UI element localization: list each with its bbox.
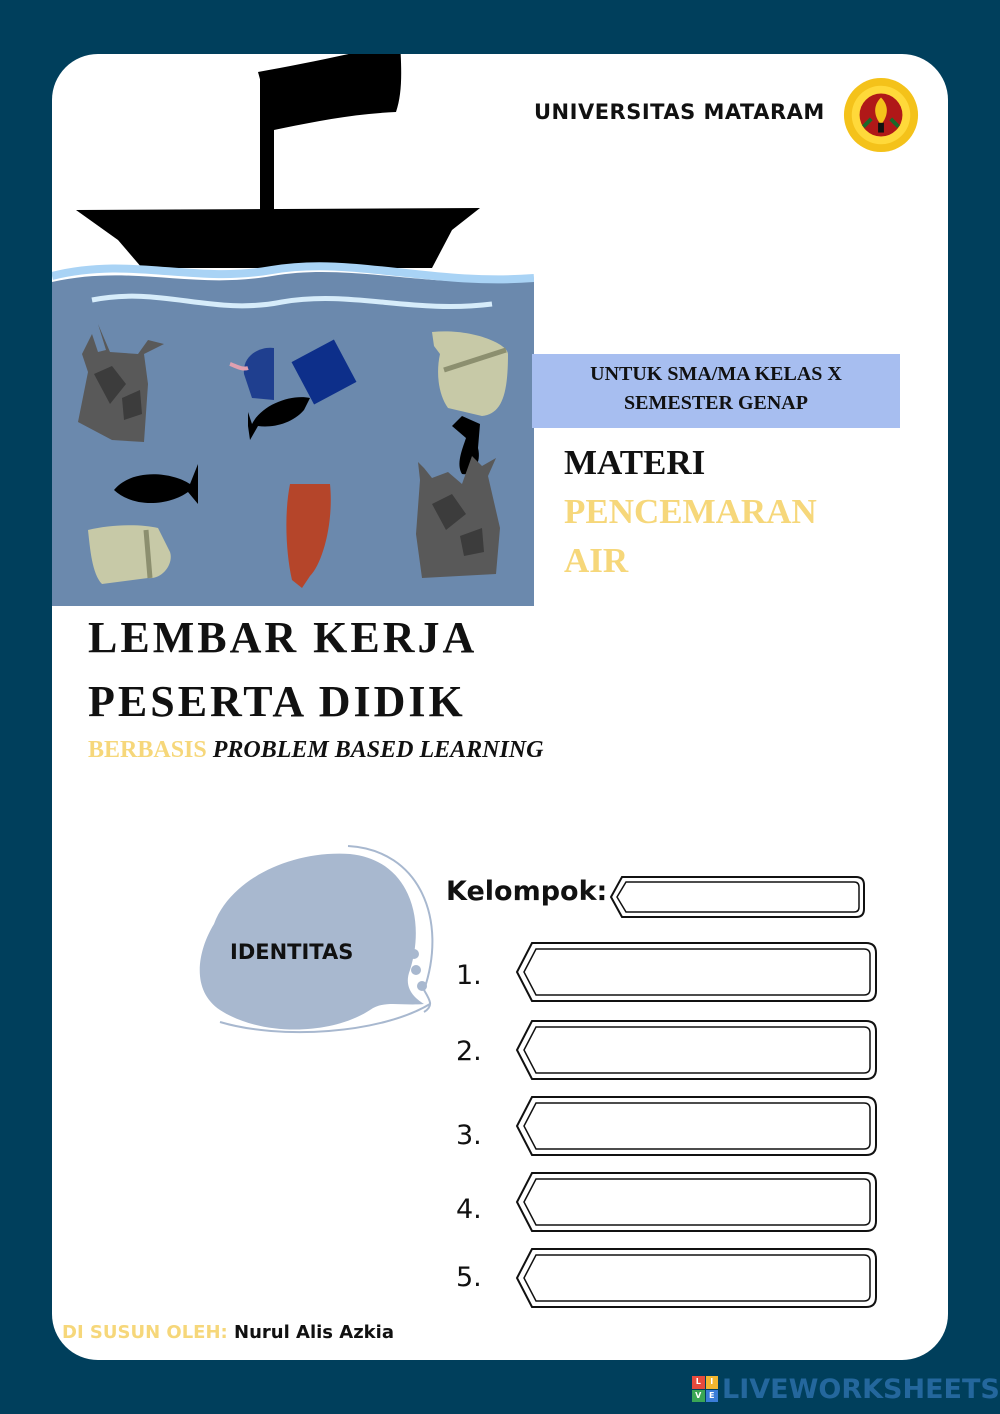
logo-letter: L bbox=[692, 1376, 705, 1389]
worksheet-cover bbox=[52, 54, 948, 1360]
title-line: PESERTA DIDIK bbox=[88, 677, 466, 726]
boat-flag bbox=[258, 54, 401, 130]
identitas-label: IDENTITAS bbox=[230, 940, 354, 964]
boat-hull bbox=[76, 208, 480, 268]
topic-line: AIR bbox=[564, 541, 629, 580]
member-number: 2. bbox=[456, 1036, 482, 1067]
logo-letter: I bbox=[706, 1376, 719, 1389]
plastic-bottle-icon bbox=[88, 525, 171, 584]
materi-label: MATERI bbox=[564, 443, 706, 482]
member-number: 4. bbox=[456, 1194, 482, 1225]
member-number: 3. bbox=[456, 1120, 482, 1151]
member-name-field-4[interactable] bbox=[514, 1170, 880, 1234]
member-name-field-2[interactable] bbox=[514, 1018, 880, 1082]
subtitle-italic: PROBLEM BASED LEARNING bbox=[212, 737, 544, 763]
topic-title bbox=[564, 487, 864, 585]
member-number: 5. bbox=[456, 1262, 482, 1293]
title-line: LEMBAR KERJA bbox=[88, 613, 478, 662]
logo-letter: E bbox=[706, 1390, 719, 1403]
member-name-field-5[interactable] bbox=[514, 1246, 880, 1310]
page-title bbox=[88, 606, 608, 734]
member-number: 1. bbox=[456, 960, 482, 991]
university-name: UNIVERSITAS MATARAM bbox=[534, 100, 825, 124]
class-info-box bbox=[532, 354, 900, 428]
class-line: UNTUK SMA/MA KELAS X bbox=[590, 363, 842, 385]
group-name-field[interactable] bbox=[608, 874, 868, 920]
author-credit bbox=[62, 1322, 394, 1343]
liveworksheets-logo-icon bbox=[692, 1376, 718, 1402]
semester-line: SEMESTER GENAP bbox=[624, 392, 808, 414]
subtitle bbox=[88, 737, 543, 764]
member-name-field-3[interactable] bbox=[514, 1094, 880, 1158]
logo-letter: V bbox=[692, 1390, 705, 1403]
member-name-field-1[interactable] bbox=[514, 940, 880, 1004]
polluted-water-illustration bbox=[52, 54, 534, 606]
watermark-text: LIVEWORKSHEETS bbox=[722, 1373, 1000, 1405]
author-name: Nurul Alis Azkia bbox=[234, 1322, 394, 1343]
subtitle-highlight: BERBASIS bbox=[88, 737, 207, 763]
topic-line: PENCEMARAN bbox=[564, 492, 817, 531]
group-label: Kelompok: bbox=[446, 876, 608, 907]
university-logo bbox=[842, 76, 920, 154]
liveworksheets-watermark bbox=[692, 1374, 1000, 1404]
credit-label: DI SUSUN OLEH: bbox=[62, 1322, 228, 1343]
